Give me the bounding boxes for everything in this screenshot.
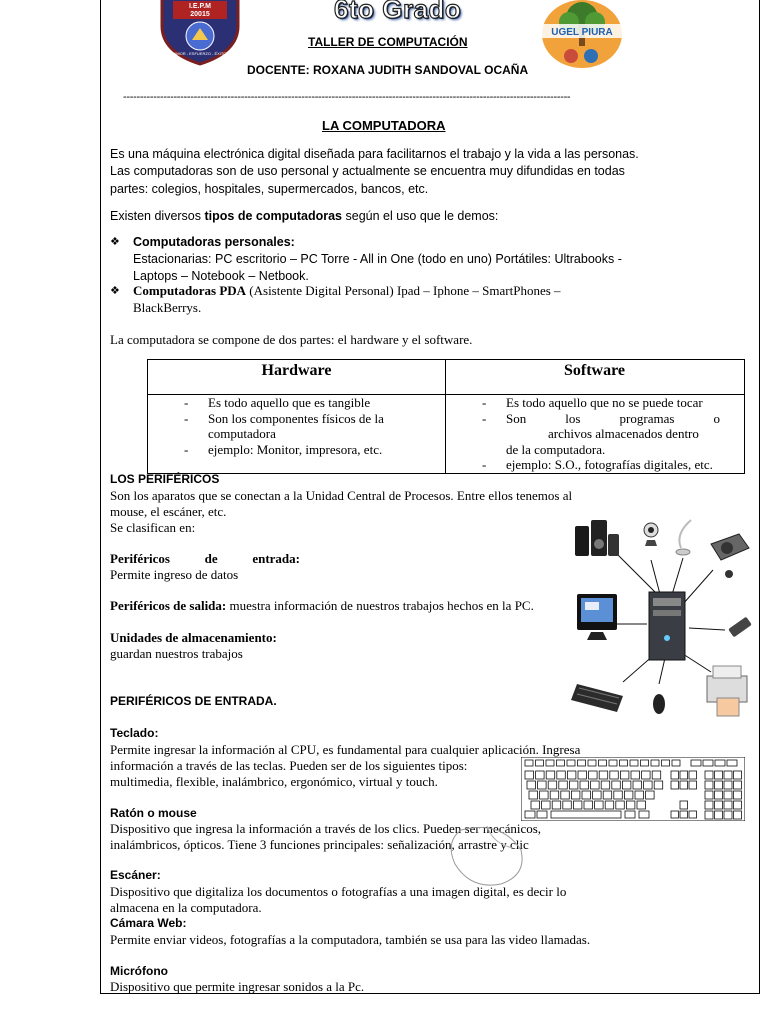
entrada-section-title: PERIFÉRICOS DE ENTRADA. <box>110 694 277 708</box>
keyboard-key <box>542 801 551 809</box>
keyboard-key <box>578 760 586 766</box>
keyboard-key <box>662 760 670 766</box>
entrada-desc: Permite ingreso de datos <box>110 567 239 582</box>
keyboard-key <box>525 771 534 779</box>
software-row: - Son los programas o <box>482 410 720 426</box>
keyboard-key <box>580 781 589 789</box>
keyboard-illustration <box>521 757 745 821</box>
hardware-row: - Es todo aquello que es tangible <box>184 395 371 410</box>
salida-desc: muestra información de nuestros trabajos hechos en la PC. <box>226 598 534 613</box>
intro-paragraph <box>110 146 670 198</box>
personal-line-1: Estacionarias: PC escritorio – PC Torre - All in One (todo en uno) Portátiles: Ultrabooks - <box>133 252 622 266</box>
intro-line-3: partes: colegios, hospitales, supermercados, bancos, etc. <box>110 181 429 196</box>
keyboard-key <box>680 801 688 809</box>
keyboard-key <box>671 811 679 818</box>
keyboard-key <box>641 760 649 766</box>
pda-line-1: (Asistente Digital Personal) Ipad – Iphone – SmartPhones – <box>246 283 561 298</box>
keyboard-key <box>616 801 625 809</box>
keyboard-key <box>620 771 629 779</box>
teclado-line-2: información a través de las teclas. Pueden ser de los siguientes tipos: <box>110 758 468 773</box>
ugel-text: UGEL PIURA <box>551 27 613 38</box>
keyboard-key <box>525 760 533 766</box>
keyboard-key <box>599 771 608 779</box>
ugel-piura-logo <box>539 0 625 70</box>
shield-top-text: I.E.P.M <box>188 3 212 10</box>
mouse-icon <box>653 694 665 714</box>
keyboard-key <box>610 771 619 779</box>
keyboard-key <box>715 771 723 779</box>
keyboard-key <box>582 791 591 799</box>
keyboard-key <box>671 781 679 789</box>
raton-line-1: Dispositivo que ingresa la información a través de los clics. Pueden ser mecánicos, <box>110 821 542 836</box>
keyboard-key <box>715 791 723 799</box>
keyboard-key <box>626 801 635 809</box>
keyboard-key <box>671 771 679 779</box>
personal-title: Computadoras personales: <box>133 235 295 249</box>
webcam-icon <box>644 523 658 546</box>
teclado-line-3: multimedia, flexible, inalámbrico, ergonómico, virtual y touch. <box>110 774 438 789</box>
keyboard-key <box>637 801 646 809</box>
keyboard-key <box>705 801 713 809</box>
camara-desc: Permite enviar videos, fotografías a la computadora, también se usa para las video llamadas. <box>110 932 591 947</box>
shield-motto: AMOR - ESFUERZO - ÉXITO <box>173 51 227 56</box>
software-row-cont: de la computadora. <box>506 441 606 457</box>
perifericos-line-3: Se clasifican en: <box>110 520 196 535</box>
types-intro-post: según el uso que le demos: <box>342 209 499 223</box>
teclado-title: Teclado: <box>110 726 159 740</box>
keyboard-key <box>689 781 697 789</box>
keyboard-key <box>563 801 572 809</box>
keyboard-key <box>561 791 570 799</box>
keyboard-key <box>609 760 617 766</box>
software-cell <box>482 395 732 473</box>
keyboard-key <box>571 791 580 799</box>
keyboard-key <box>589 771 598 779</box>
pda-line-2: BlackBerrys. <box>133 299 202 315</box>
keyboard-key <box>715 811 723 819</box>
keyboard-key <box>625 811 635 818</box>
keyboard-key <box>672 760 680 766</box>
keyboard-key <box>557 771 566 779</box>
keyboard-key <box>635 791 644 799</box>
personal-line-2: Laptops – Notebook – Netbook. <box>133 269 309 283</box>
keyboard-key <box>734 771 742 779</box>
keyboard-key <box>536 771 545 779</box>
keyboard-key <box>605 801 614 809</box>
keyboard-key <box>703 760 713 766</box>
microfono-desc: Dispositivo que permite ingresar sonidos a la Pc. <box>110 979 365 994</box>
types-intro <box>110 208 498 225</box>
software-header: Software <box>563 362 626 379</box>
raton-title: Ratón o mouse <box>110 806 197 820</box>
keyboard-key <box>599 760 607 766</box>
keyboard-key <box>715 801 723 809</box>
almacenamiento-title: Unidades de almacenamiento: <box>110 630 277 645</box>
keyboard-key <box>652 771 661 779</box>
keyboard-key <box>680 811 688 818</box>
keyboard-key <box>689 811 697 818</box>
keyboard-key <box>724 811 732 819</box>
entrada-heading: Periféricos de entrada: <box>110 551 300 566</box>
keyboard-key <box>614 791 623 799</box>
shield-year: 20015 <box>190 11 210 18</box>
keyboard-key <box>705 771 713 779</box>
keyboard-key <box>527 781 536 789</box>
monitor-icon <box>577 594 617 640</box>
parts-sentence: La computadora se compone de dos partes: el hardware y el software. <box>110 332 473 347</box>
keyboard-key <box>734 781 742 789</box>
keyboard-key <box>548 781 557 789</box>
keyboard-key <box>559 781 568 789</box>
hardware-cell <box>184 395 434 457</box>
raton-desc <box>110 821 650 853</box>
keyboard-key <box>644 781 653 789</box>
keyboard-key <box>622 781 631 789</box>
peripherals-diagram <box>571 514 753 724</box>
software-row: - ejemplo: S.O., fotografías digitales, etc. <box>482 457 713 472</box>
keyboard-key <box>612 781 621 789</box>
keyboard-key <box>591 781 600 789</box>
school-shield-logo <box>159 0 241 66</box>
keyboard-key <box>588 760 596 766</box>
keyboard-key <box>654 781 663 789</box>
keyboard-key <box>525 811 535 818</box>
hardware-row: - Son los componentes físicos de la <box>184 410 384 426</box>
list-item-pda <box>110 283 650 316</box>
diamond-bullet-icon: ❖ <box>110 285 120 297</box>
microfono-title: Micrófono <box>110 964 168 978</box>
keyboard-key <box>531 801 540 809</box>
keyboard-key <box>715 760 725 766</box>
keyboard-key <box>651 760 659 766</box>
diamond-bullet-icon: ❖ <box>110 236 120 248</box>
keyboard-key <box>689 771 697 779</box>
keyboard-key <box>734 801 742 809</box>
perifericos-desc <box>110 488 630 536</box>
printer-icon <box>707 666 747 716</box>
keyboard-key <box>724 781 732 789</box>
types-intro-bold: tipos de computadoras <box>204 209 343 223</box>
keyboard-key <box>595 801 604 809</box>
salida-line <box>110 598 534 614</box>
keyboard-key <box>724 791 732 799</box>
keyboard-key <box>538 781 547 789</box>
keyboard-key <box>551 811 621 818</box>
keyboard-key <box>550 791 559 799</box>
keyboard-key <box>705 791 713 799</box>
types-intro-pre: Existen diversos <box>110 209 205 223</box>
mouse-outline-illustration <box>441 820 531 890</box>
keyboard-key <box>705 811 713 819</box>
escaner-title: Escáner: <box>110 868 161 882</box>
keyboard-key <box>537 811 547 818</box>
keyboard-key <box>552 801 561 809</box>
list-item-personal <box>110 234 650 285</box>
keyboard-key <box>727 760 737 766</box>
perifericos-title: LOS PERIFÉRICOS <box>110 472 220 486</box>
escaner-line-1: Dispositivo que digitaliza los documentos o fotografías a una imagen digital, es decir lo <box>110 884 567 899</box>
keyboard-key <box>578 771 587 779</box>
keyboard-key <box>724 771 732 779</box>
keyboard-key <box>620 760 628 766</box>
keyboard-key <box>569 781 578 789</box>
keyboard-key <box>536 760 544 766</box>
raton-line-2: inalámbricos, ópticos. Tiene 3 funciones principales: señalización, arrastre y clic <box>110 837 529 852</box>
usb-drive-icon <box>728 617 752 638</box>
keyboard-key <box>631 771 640 779</box>
keyboard-key <box>715 781 723 789</box>
software-row-cont: archivos almacenados dentro <box>548 426 699 441</box>
keyboard-key <box>642 771 651 779</box>
speakers-icon <box>575 520 619 556</box>
keyboard-key <box>734 791 742 799</box>
keyboard-icon <box>571 684 623 712</box>
teclado-line-1: Permite ingresar la información al CPU, es fundamental para cualquier aplicación. Ingresa <box>110 742 581 757</box>
keyboard-key <box>630 760 638 766</box>
software-row: - Es todo aquello que no se puede tocar <box>482 395 703 410</box>
intro-line-2: Las computadoras son de uso personal y actualmente se encuentra muy difundidas en todas <box>110 164 625 179</box>
keyboard-key <box>546 771 555 779</box>
microphone-icon <box>676 520 691 555</box>
keyboard-key <box>557 760 565 766</box>
keyboard-key <box>540 791 549 799</box>
keyboard-key <box>734 811 742 819</box>
keyboard-key <box>624 791 633 799</box>
keyboard-key <box>601 781 610 789</box>
perifericos-line-2: mouse, el escáner, etc. <box>110 504 227 519</box>
intro-line-1: Es una máquina electrónica digital diseñada para facilitarnos el trabajo y la vida a las personas. <box>110 147 639 161</box>
teacher-name: DOCENTE: ROXANA JUDITH SANDOVAL OCAÑA <box>247 63 529 77</box>
keyboard-key <box>633 781 642 789</box>
keyboard-key <box>639 811 649 818</box>
header-separator: ------------------------------------------------------------------------------------------------------------------------------------- <box>123 91 571 103</box>
keyboard-key <box>691 760 701 766</box>
keyboard-key <box>680 771 688 779</box>
workshop-title: TALLER DE COMPUTACIÓN <box>308 35 468 49</box>
hardware-row: - ejemplo: Monitor, impresora, etc. <box>184 441 383 457</box>
cpu-tower-icon <box>649 592 685 660</box>
hardware-header: Hardware <box>261 362 332 379</box>
hardware-row-cont: computadora <box>208 426 276 441</box>
keyboard-key <box>546 760 554 766</box>
keyboard-key <box>567 760 575 766</box>
escaner-desc <box>110 884 650 916</box>
keyboard-key <box>567 771 576 779</box>
hardware-software-table <box>147 359 745 474</box>
keyboard-key <box>646 791 655 799</box>
grade-title: 6to Grado <box>334 0 462 24</box>
keyboard-key <box>529 791 538 799</box>
keyboard-key <box>603 791 612 799</box>
keyboard-key <box>573 801 582 809</box>
pda-title: Computadoras PDA <box>133 283 247 298</box>
escaner-line-2: almacena en la computadora. <box>110 900 262 915</box>
keyboard-key <box>705 781 713 789</box>
camara-title: Cámara Web: <box>110 916 187 930</box>
salida-title: Periféricos de salida: <box>110 598 227 613</box>
keyboard-key <box>593 791 602 799</box>
section-title: LA COMPUTADORA <box>322 118 446 133</box>
projector-icon <box>711 534 749 578</box>
perifericos-line-1: Son los aparatos que se conectan a la Unidad Central de Procesos. Entre ellos tenemos al <box>110 488 573 503</box>
almacenamiento-desc: guardan nuestros trabajos <box>110 646 243 661</box>
keyboard-key <box>724 801 732 809</box>
document-page <box>100 0 760 994</box>
keyboard-key <box>584 801 593 809</box>
keyboard-key <box>680 781 688 789</box>
